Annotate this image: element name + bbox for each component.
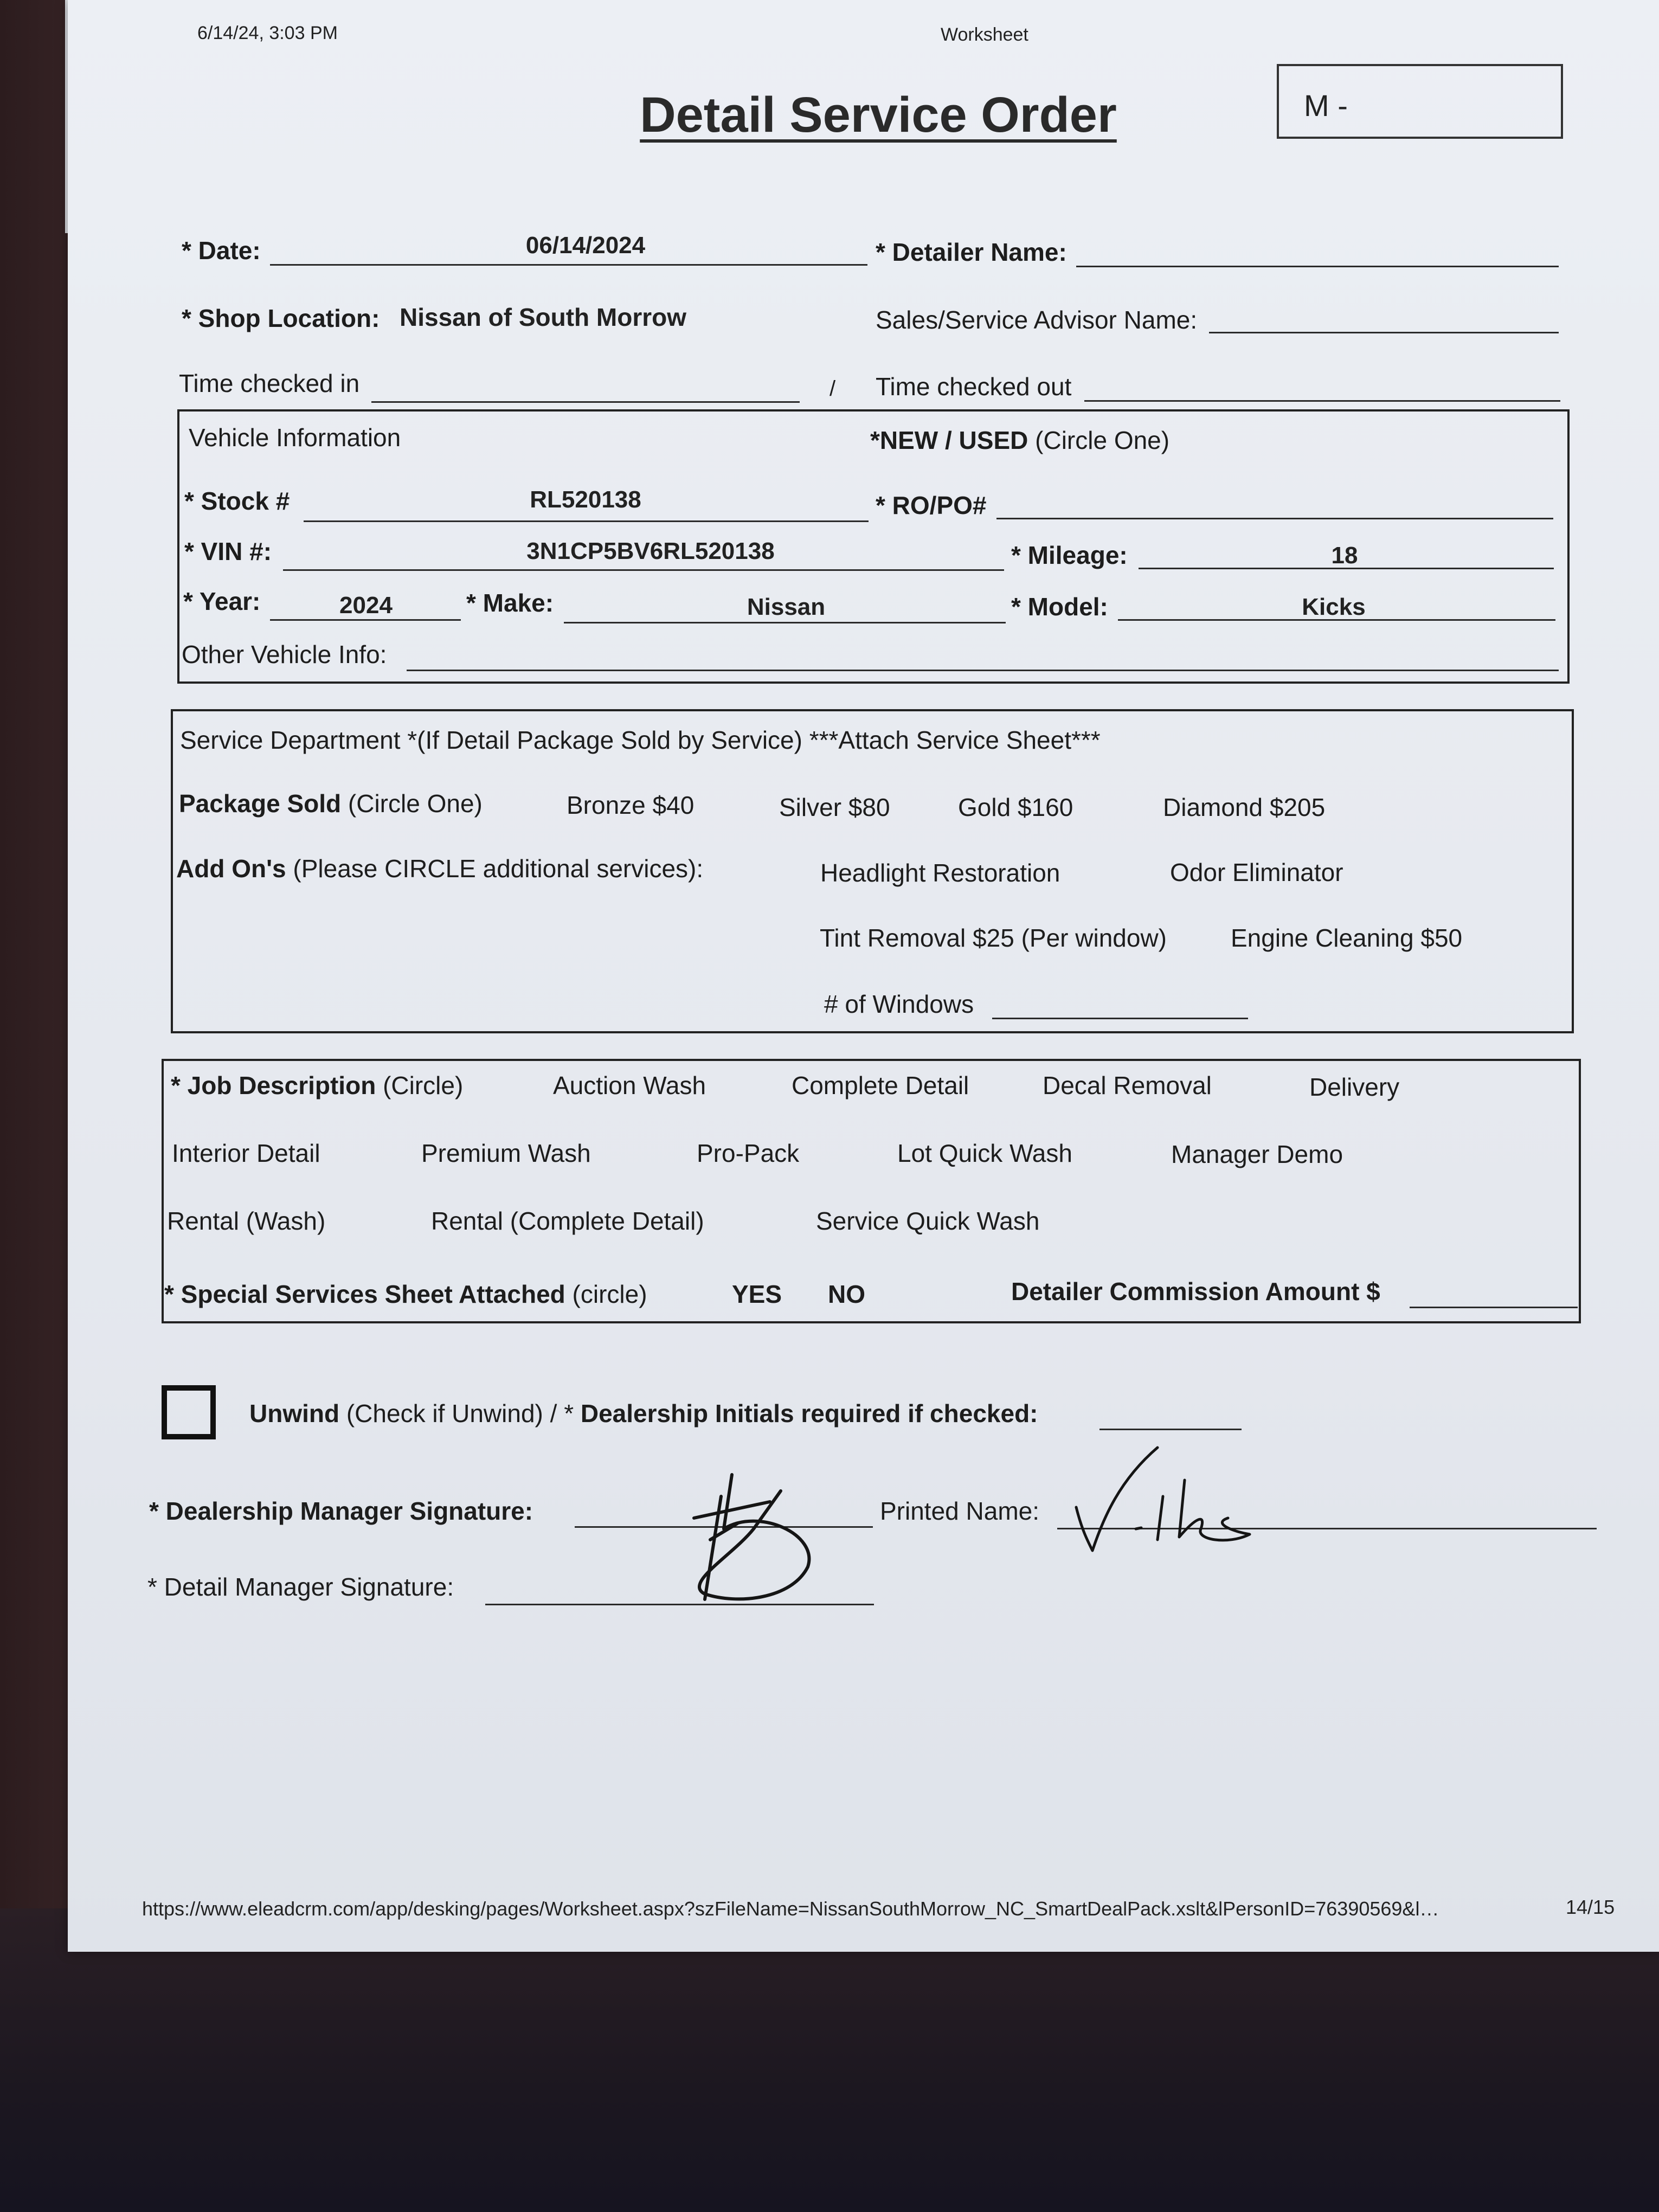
- model-label: * Model:: [1011, 593, 1108, 621]
- page-title: Detail Service Order: [640, 87, 1117, 143]
- special-services-yes[interactable]: YES: [732, 1280, 782, 1308]
- job-option-lot-quick-wash[interactable]: Lot Quick Wash: [897, 1139, 1072, 1167]
- job-option-pro-pack[interactable]: Pro-Pack: [697, 1139, 800, 1167]
- special-services-hint: (circle): [572, 1280, 647, 1308]
- model-value: Kicks: [1302, 594, 1366, 620]
- detail-manager-signature-label: * Detail Manager Signature:: [147, 1573, 454, 1601]
- add-ons-hint: (Please CIRCLE additional services):: [293, 854, 704, 883]
- other-vehicle-info-label: Other Vehicle Info:: [182, 640, 387, 668]
- unwind-label: Unwind: [249, 1399, 340, 1427]
- year-line: [270, 619, 461, 621]
- job-description-field: [171, 1071, 463, 1100]
- unwind-field: [249, 1399, 1038, 1428]
- print-timestamp: 6/14/24, 3:03 PM: [197, 23, 338, 43]
- page-number: 14/15: [1566, 1896, 1615, 1918]
- commission-amount-label: Detailer Commission Amount $: [1011, 1277, 1380, 1306]
- addon-engine-cleaning[interactable]: Engine Cleaning $50: [1231, 924, 1463, 952]
- advisor-name-line[interactable]: [1209, 332, 1559, 333]
- job-option-rental-complete-detail[interactable]: Rental (Complete Detail): [431, 1207, 704, 1235]
- package-option-silver[interactable]: Silver $80: [779, 793, 890, 821]
- addon-tint-removal[interactable]: Tint Removal $25 (Per window): [820, 924, 1167, 952]
- job-option-rental-wash[interactable]: Rental (Wash): [167, 1207, 326, 1235]
- commission-amount-line[interactable]: [1410, 1307, 1578, 1308]
- footer-url: https://www.eleadcrm.com/app/desking/pages/Worksheet.aspx?szFileName=NissanSouthMorrow_NC_SmartDealPack.xslt&lPersonID=76390569&l…: [142, 1898, 1439, 1920]
- package-option-gold[interactable]: Gold $160: [958, 793, 1073, 821]
- shop-location-value: Nissan of South Morrow: [400, 303, 686, 331]
- job-option-manager-demo[interactable]: Manager Demo: [1171, 1140, 1343, 1168]
- add-ons-label: Add On's: [176, 854, 286, 883]
- time-in-label: Time checked in: [179, 369, 360, 397]
- dealership-initials-line[interactable]: [1099, 1429, 1242, 1430]
- unwind-hint: (Check if Unwind) / *: [346, 1399, 581, 1427]
- package-option-bronze[interactable]: Bronze $40: [567, 791, 695, 819]
- detail-manager-signature-line[interactable]: [485, 1604, 874, 1605]
- job-option-auction-wash[interactable]: Auction Wash: [553, 1071, 706, 1099]
- special-services-field: [164, 1279, 647, 1309]
- mileage-label: * Mileage:: [1011, 541, 1128, 569]
- other-vehicle-info-line[interactable]: [407, 670, 1559, 671]
- page-header-center: Worksheet: [941, 24, 1028, 45]
- add-ons-field: [176, 854, 703, 883]
- time-in-line[interactable]: [371, 401, 800, 403]
- stock-value: RL520138: [530, 486, 641, 513]
- job-option-decal-removal[interactable]: Decal Removal: [1043, 1071, 1212, 1099]
- time-separator: /: [829, 377, 836, 401]
- job-description-hint: (Circle): [383, 1071, 464, 1099]
- vehicle-info-label: Vehicle Information: [189, 423, 401, 452]
- stock-line: [304, 520, 869, 522]
- mileage-value: 18: [1331, 542, 1358, 569]
- job-option-interior-detail[interactable]: Interior Detail: [172, 1139, 320, 1167]
- new-used-field: [870, 426, 1169, 455]
- printed-name-label: Printed Name:: [880, 1497, 1040, 1525]
- vin-label: * VIN #:: [184, 537, 272, 565]
- ro-po-label: * RO/PO#: [876, 491, 987, 519]
- printed-name-handwriting: [1071, 1437, 1255, 1561]
- job-option-complete-detail[interactable]: Complete Detail: [792, 1071, 969, 1099]
- date-label: * Date:: [182, 236, 261, 265]
- windows-count-line[interactable]: [992, 1018, 1248, 1019]
- windows-count-label: # of Windows: [824, 990, 974, 1018]
- addon-odor-eliminator[interactable]: Odor Eliminator: [1170, 858, 1343, 886]
- stock-label: * Stock #: [184, 487, 290, 515]
- date-line: [270, 264, 867, 266]
- detailer-name-label: * Detailer Name:: [876, 238, 1067, 266]
- make-value: Nissan: [747, 594, 826, 620]
- package-sold-label: Package Sold: [179, 789, 342, 818]
- advisor-name-label: Sales/Service Advisor Name:: [876, 306, 1198, 334]
- detailer-name-line[interactable]: [1076, 266, 1559, 267]
- job-option-service-quick-wash[interactable]: Service Quick Wash: [816, 1207, 1040, 1235]
- service-department-header: Service Department *(If Detail Package Sold by Service) ***Attach Service Sheet***: [180, 726, 1101, 754]
- make-label: * Make:: [466, 589, 554, 617]
- time-out-line[interactable]: [1084, 400, 1560, 402]
- dealership-manager-signature: [672, 1464, 846, 1610]
- job-description-label: * Job Description: [171, 1071, 376, 1099]
- job-option-premium-wash[interactable]: Premium Wash: [421, 1139, 591, 1167]
- vin-value: 3N1CP5BV6RL520138: [526, 538, 775, 564]
- new-used-label: *NEW / USED: [870, 426, 1028, 454]
- time-out-label: Time checked out: [876, 372, 1072, 401]
- dealership-manager-signature-label: * Dealership Manager Signature:: [149, 1497, 533, 1525]
- date-value: 06/14/2024: [525, 232, 646, 259]
- shop-location-label: * Shop Location:: [182, 304, 380, 332]
- job-option-delivery[interactable]: Delivery: [1309, 1073, 1400, 1101]
- package-sold-hint: (Circle One): [348, 789, 483, 818]
- unwind-checkbox[interactable]: [162, 1385, 216, 1439]
- background-floor: [0, 1908, 1659, 2212]
- year-label: * Year:: [183, 587, 261, 615]
- order-number-prefix: M -: [1304, 88, 1348, 123]
- year-value: 2024: [339, 592, 393, 619]
- package-sold-field: [179, 789, 483, 818]
- vin-line: [283, 569, 1004, 571]
- addon-headlight-restoration[interactable]: Headlight Restoration: [820, 859, 1060, 887]
- make-line: [564, 622, 1006, 623]
- dealership-initials-label: Dealership Initials required if checked:: [580, 1399, 1038, 1427]
- special-services-no[interactable]: NO: [828, 1280, 865, 1308]
- ro-po-line[interactable]: [996, 518, 1553, 519]
- special-services-label: * Special Services Sheet Attached: [164, 1280, 565, 1308]
- package-option-diamond[interactable]: Diamond $205: [1163, 793, 1326, 821]
- new-used-hint: (Circle One): [1035, 426, 1170, 454]
